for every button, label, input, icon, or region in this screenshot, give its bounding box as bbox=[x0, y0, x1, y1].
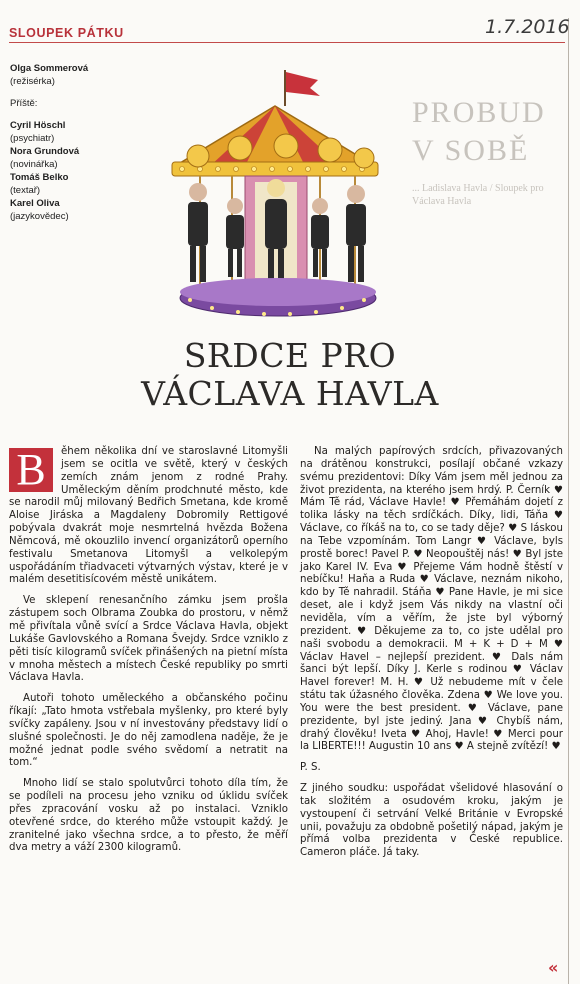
end-mark-icon: « bbox=[548, 958, 559, 977]
author-name: Olga Sommerová bbox=[10, 63, 89, 74]
paragraph-1 bbox=[9, 446, 288, 587]
author-role: (režisérka) bbox=[10, 76, 55, 87]
ps-label: P. S. bbox=[300, 762, 321, 774]
header-rule bbox=[9, 42, 565, 43]
paragraph-2: Ve sklepení renesančního zámku jsem prošla zástupem soch Olbrama Zoubka do prostoru, v němž mě přivítala vůně svící a Srdce Václava Havla, objekt Lukáše Gavlovského a Romana Švejdy. Srdce vzniklo z pěti tisíc kilogramů svíček přinášených na pietní místa v mnoha městech a místech České republiky po smrti Václava Havla. bbox=[9, 595, 288, 684]
headline-line-1: SRDCE PRO bbox=[183, 336, 397, 375]
next-name-2: Nora Grundová bbox=[10, 146, 80, 157]
paragraph-4: Mnoho lidí se stalo spolutvůrci tohoto díla tím, že se podíleli na procesu jeho vzniku od úklidu svíček přes zpracování vosku až po instalaci. Vzniklo otevřené srdce, do kterého může vstoupit každý. Je zranitelné jako všechna srdce, a to přesto, že měří dva metry a váží 2300 kilogramů. bbox=[9, 778, 288, 854]
rubric-title: SLOUPEK PÁTKU bbox=[9, 26, 124, 40]
sidebar bbox=[10, 62, 130, 223]
next-name-3: Tomáš Belko bbox=[10, 172, 69, 183]
column-divider bbox=[568, 18, 569, 984]
drop-cap: B bbox=[9, 448, 53, 492]
ghost-line-2: V SOBĚ bbox=[412, 134, 530, 167]
show-through-text bbox=[412, 96, 562, 208]
article-headline bbox=[60, 337, 520, 413]
carousel-illustration bbox=[150, 62, 400, 328]
paragraph-1-text: ěhem několika dní ve staroslavné Litomyšli jsem se ocitla ve světě, který v českých zemích znám jenom z rodné Prahy. Uměleckým děním prodchnuté město, kde se narodil můj milovaný Bedřich Smetana, kde kromě Aloise Jiráska a Magdaleny Dobromily Rettigové pobývala dvakrát moje nesmrtelná hvězda Božena Němcová, mě okouzlilo invencí organizátorů operního festivalu Smetanova Litomyšl a velkolepým uspořádáním třiadvaceti výtvarných výstav, které je v malém desetitisícovém městě unikátem. bbox=[9, 446, 288, 586]
next-role-1: (psychiatr) bbox=[10, 133, 55, 144]
paragraph-3: Autoři tohoto uměleckého a občanského počinu říkají: „Tato hmota vstřebala myšlenky, pro které byly svíčky zapáleny. Jsou v ní investovány představy lidí o slušné společnosti. Je do něj zamodlena naděje, že je možné jednat podle svého svědomí a netratit na tom.“ bbox=[9, 693, 288, 769]
ghost-line-1: PROBUD bbox=[412, 96, 546, 129]
article-column-1 bbox=[9, 446, 288, 863]
next-name-1: Cyril Höschl bbox=[10, 120, 66, 131]
next-name-4: Karel Oliva bbox=[10, 198, 60, 209]
next-role-3: (textař) bbox=[10, 185, 41, 196]
headline-line-2: VÁCLAVA HAVLA bbox=[141, 374, 439, 413]
messages-paragraph: Na malých papírových srdcích, přivazovaných na drátěnou konstrukci, posílají občané vzkazy svému prezidentovi: Díky Vám jsem měl jednou za život prezidenta, na kterého jsem hrdý. P. Černík ♥ Mám Tě rád, Václave Havle! ♥ Přemáhám dojetí z tolika lásky na těch srdíčkách. Díky, lidi, Táňa ♥ Václave, co říkáš na to, co se tady děje? ♥ S láskou na Tebe vzpomínám. Tom Langr ♥ Václave, byls prostě borec! Pavel P. ♥ Neopouštěj nás! ♥ Byl jste jako Karel IV. Eva ♥ Přejeme Vám hodně štěstí v nebíčku! Haňa a Ruda ♥ Václave, neznám nikoho, kdo by Tě nahradil. Stáňa ♥ Pane Havle, je mi sice deset, ale i když jsem Vás nikdy na vlastní oči neviděla, vím a věřím, že jste byl výborný prezident. ♥ Děkujeme za to, co jste udělal pro naši svobodu a demokracii. M + K + D + M ♥ Václav Havel – nejlepší prezident. ♥ Dals nám šanci být lepší. Díky J. Kerle s rodinou ♥ Václav Havel forever! M. H. ♥ Už nebudeme mít v čele státu tak úžasného člověka. Zdena ♥ We love you. You were the best president. ♥ Václave, pane prezidente, byl jste jediný. Jana ♥ Chybíš nám, drahý člověku! Iveta ♥ Ahoj, Havle! ♥ Merci pour la LIBERTE!!! Augustin 10 ans ♥ A stejně zvítězí! ♥ bbox=[300, 446, 563, 753]
next-label: Příště: bbox=[10, 98, 38, 109]
ghost-line-3: ... Ladislava Havla / Sloupek pro Václava Havla bbox=[412, 183, 544, 207]
ps-text: Z jiného soudku: uspořádat všelidové hlasování o tak složitém a osudovém kroku, jakým je vystoupení či setrvání Velké Británie v Evropské unii, považuju za obdobně pošetilý nápad, jakým je přímá volba prezidenta v České republice. Cameron pláče. Já taky. bbox=[300, 783, 563, 859]
article-column-2 bbox=[300, 446, 563, 868]
next-role-2: (novinářka) bbox=[10, 159, 58, 170]
next-role-4: (jazykovědec) bbox=[10, 211, 69, 222]
page-header bbox=[9, 16, 570, 46]
handwritten-date: 1.7.2016 bbox=[485, 16, 570, 38]
